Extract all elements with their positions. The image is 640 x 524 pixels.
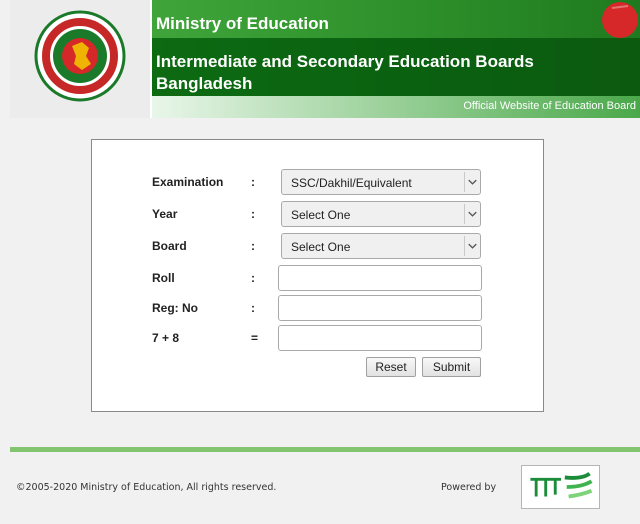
year-row bbox=[92, 201, 543, 229]
examination-row bbox=[92, 169, 543, 197]
copyright-text: ©2005-2020 Ministry of Education, All rights reserved. bbox=[16, 482, 277, 493]
year-value: Select One bbox=[291, 208, 351, 222]
header-banner bbox=[152, 0, 640, 118]
examination-label: Examination bbox=[152, 175, 224, 189]
button-row bbox=[92, 357, 543, 385]
board-bar bbox=[152, 38, 640, 96]
ministry-bar bbox=[152, 0, 640, 38]
year-colon: : bbox=[251, 207, 255, 221]
year-label: Year bbox=[152, 207, 178, 221]
chevron-down-icon bbox=[464, 236, 480, 256]
captcha-equals: = bbox=[251, 331, 259, 345]
bangladesh-flag-icon bbox=[550, 0, 640, 38]
board-row bbox=[92, 233, 543, 261]
result-form bbox=[91, 139, 544, 412]
roll-input[interactable] bbox=[278, 265, 482, 291]
government-seal-icon bbox=[34, 10, 126, 102]
board-title-line1: Intermediate and Secondary Education Boards bbox=[156, 52, 534, 71]
chevron-down-icon bbox=[464, 172, 480, 192]
board-value: Select One bbox=[291, 240, 351, 254]
official-website-text: Official Website of Education Board bbox=[463, 100, 636, 112]
captcha-row bbox=[92, 325, 543, 353]
official-bar bbox=[152, 96, 640, 118]
roll-row bbox=[92, 265, 543, 293]
board-title-line2: Bangladesh bbox=[156, 74, 253, 93]
examination-colon: : bbox=[251, 175, 255, 189]
year-select[interactable] bbox=[281, 201, 481, 227]
submit-button[interactable]: Submit bbox=[422, 357, 481, 377]
ministry-title: Ministry of Education bbox=[156, 14, 329, 33]
site-header bbox=[10, 0, 640, 118]
site-footer bbox=[10, 452, 640, 524]
teletalk-logo-icon[interactable] bbox=[521, 465, 600, 509]
chevron-down-icon bbox=[464, 204, 480, 224]
examination-select[interactable] bbox=[281, 169, 481, 195]
roll-label: Roll bbox=[152, 271, 175, 285]
roll-colon: : bbox=[251, 271, 255, 285]
reg-label: Reg: No bbox=[152, 301, 198, 315]
board-colon: : bbox=[251, 239, 255, 253]
examination-value: SSC/Dakhil/Equivalent bbox=[291, 176, 412, 190]
reset-button[interactable]: Reset bbox=[366, 357, 416, 377]
reg-input[interactable] bbox=[278, 295, 482, 321]
powered-by-text: Powered by bbox=[441, 482, 497, 493]
logo-area bbox=[10, 0, 150, 118]
reg-colon: : bbox=[251, 301, 255, 315]
board-label: Board bbox=[152, 239, 187, 253]
captcha-input[interactable] bbox=[278, 325, 482, 351]
board-select[interactable] bbox=[281, 233, 481, 259]
reg-row bbox=[92, 295, 543, 323]
captcha-label: 7 + 8 bbox=[152, 331, 180, 345]
